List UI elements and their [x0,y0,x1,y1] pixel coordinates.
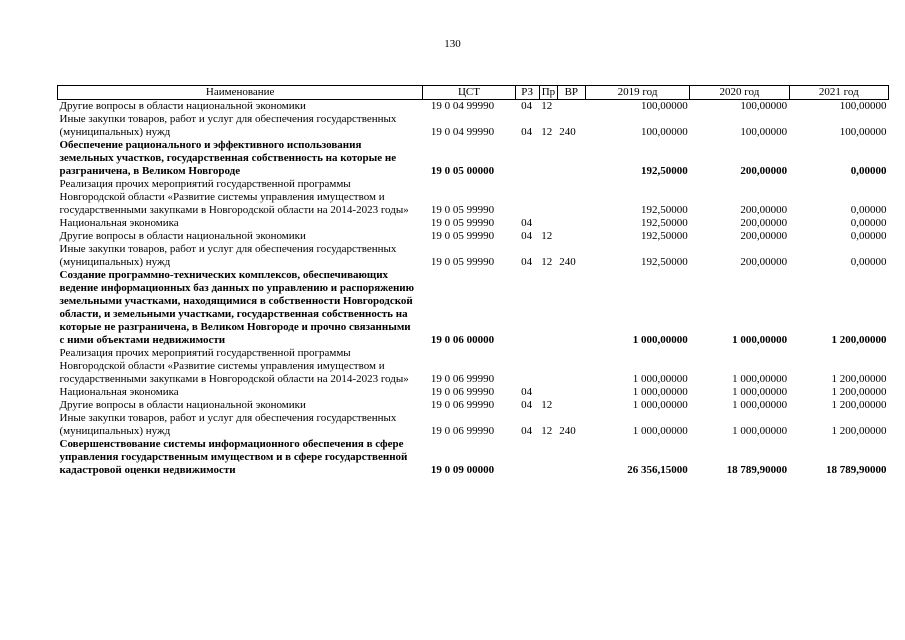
row-vr [557,230,585,243]
row-vr: 240 [559,126,576,138]
table-row [58,347,889,386]
header-pr: Пр [539,86,557,100]
row-cst: 19 0 09 00000 [430,464,495,476]
row-cst: 19 0 05 00000 [430,165,495,177]
row-2019: 1 000,00000 [632,399,688,411]
row-pr [539,178,557,217]
row-name: Другие вопросы в области национальной экономики [59,230,306,242]
row-pr [539,347,557,386]
row-vr: 240 [559,256,576,268]
row-pr [539,139,557,178]
row-2021: 0,00000 [850,204,887,216]
row-2019: 192,50000 [641,165,688,177]
row-pr: 12 [541,100,553,112]
row-cst: 19 0 06 00000 [430,334,495,346]
row-rz: 04 [521,386,533,398]
row-2019: 100,00000 [641,126,688,138]
row-rz: 04 [521,230,533,242]
row-pr [539,386,557,399]
row-2020: 1 000,00000 [732,386,788,398]
table-row-section [58,139,889,178]
table-row [58,243,889,269]
row-rz [515,438,539,477]
row-2021: 100,00000 [839,126,887,138]
row-vr [557,217,585,230]
row-name: Реализация прочих мероприятий государственной программы Новгородской области «Развитие системы управления имуществом и государственными закупками в Новгородской области на 2014-2023 годы» [59,347,409,385]
row-2021: 18 789,90000 [826,464,887,476]
row-2021: 1 200,00000 [831,386,887,398]
page-number: 130 [444,38,461,50]
row-2019: 1 000,00000 [632,373,688,385]
row-2019: 100,00000 [641,100,688,112]
row-vr [557,139,585,178]
row-name: Национальная экономика [59,386,179,398]
row-vr [557,438,585,477]
row-name: Иные закупки товаров, работ и услуг для обеспечения государственных (муниципальных) нужд [59,113,397,138]
row-pr: 12 [541,399,553,411]
row-2019: 1 000,00000 [632,386,688,398]
row-2020: 100,00000 [740,100,788,112]
row-pr: 12 [541,230,553,242]
header-2021: 2021 год [789,86,888,100]
header-cst: ЦСТ [423,86,515,100]
row-2019: 26 356,15000 [627,464,688,476]
row-pr [539,438,557,477]
row-cst: 19 0 06 99990 [430,373,495,385]
row-pr: 12 [541,425,553,437]
budget-table [57,85,889,477]
header-2019: 2019 год [585,86,689,100]
row-name: Обеспечение рационального и эффективного использования земельных участков, государственная собственность на которые не разграничена, в Великом Новгороде [59,139,397,177]
row-name: Другие вопросы в области национальной экономики [59,399,306,411]
row-cst: 19 0 04 99990 [430,100,495,112]
row-2021: 0,00000 [850,230,887,242]
row-2020: 200,00000 [740,165,788,177]
row-2020: 18 789,90000 [726,464,788,476]
row-pr [539,217,557,230]
row-2019: 192,50000 [641,256,688,268]
table-row-section [58,269,889,347]
row-2021: 1 200,00000 [831,373,887,385]
row-2020: 200,00000 [740,204,788,216]
row-2020: 1 000,00000 [732,425,788,437]
row-rz: 04 [521,399,533,411]
row-cst: 19 0 05 99990 [430,256,495,268]
row-2021: 100,00000 [839,100,887,112]
row-2021: 0,00000 [850,217,887,229]
table-header-row [58,86,889,100]
row-rz [515,178,539,217]
row-2019: 192,50000 [641,217,688,229]
header-vr: ВР [557,86,585,100]
row-cst: 19 0 05 99990 [430,204,495,216]
row-cst: 19 0 05 99990 [430,230,495,242]
row-2021: 1 200,00000 [831,425,887,437]
row-rz [515,347,539,386]
row-2020: 1 000,00000 [732,399,788,411]
row-cst: 19 0 06 99990 [430,425,495,437]
table-row [58,178,889,217]
row-vr: 240 [559,425,576,437]
header-name: Наименование [58,86,423,100]
row-rz: 04 [521,217,533,229]
row-cst: 19 0 06 99990 [430,386,495,398]
row-2021: 0,00000 [850,256,887,268]
row-2019: 1 000,00000 [632,425,688,437]
row-name: Создание программно-технических комплексов, обеспечивающих ведение информационных баз данных по управлению и распоряжению земельными участками, находящимися в собственности Новгородской области, и земельными участками, государственная собственность на которые не разграничена, в Великом Новгороде и прочно связанными с ними объектами недвижимости [59,269,415,346]
row-name: Другие вопросы в области национальной экономики [59,100,306,112]
row-2021: 1 200,00000 [831,399,887,411]
row-rz [515,139,539,178]
row-rz: 04 [521,126,533,138]
table-row [58,399,889,412]
row-2020: 1 000,00000 [732,373,788,385]
row-2020: 100,00000 [740,126,788,138]
table-row [58,230,889,243]
row-2019: 1 000,00000 [632,334,688,346]
header-2020: 2020 год [690,86,789,100]
row-2020: 200,00000 [740,217,788,229]
table-row-section [58,438,889,477]
row-2020: 1 000,00000 [732,334,788,346]
row-2019: 192,50000 [641,230,688,242]
row-name: Национальная экономика [59,217,179,229]
row-2019: 192,50000 [641,204,688,216]
row-pr: 12 [541,256,553,268]
row-2020: 200,00000 [740,230,788,242]
row-cst: 19 0 05 99990 [430,217,495,229]
header-rz: РЗ [515,86,539,100]
row-2021: 1 200,00000 [831,334,887,346]
row-2021: 0,00000 [850,165,887,177]
row-vr [557,178,585,217]
row-cst: 19 0 04 99990 [430,126,495,138]
row-name: Иные закупки товаров, работ и услуг для обеспечения государственных (муниципальных) нужд [59,243,397,268]
row-vr [557,269,585,347]
table-row [58,217,889,230]
row-vr [557,386,585,399]
row-vr [557,399,585,412]
row-rz [515,269,539,347]
table-row [58,100,889,114]
row-pr [539,269,557,347]
row-name: Реализация прочих мероприятий государственной программы Новгородской области «Развитие системы управления имуществом и государственными закупками в Новгородской области на 2014-2023 годы» [59,178,409,216]
row-pr: 12 [541,126,553,138]
table-row [58,386,889,399]
row-rz: 04 [521,256,533,268]
table-row [58,113,889,139]
row-name: Совершенствование системы информационного обеспечения в сфере управления государственным имуществом и в сфере государственной кадастровой оценки недвижимости [59,438,408,476]
row-rz: 04 [521,100,533,112]
row-rz: 04 [521,425,533,437]
row-vr [557,100,585,114]
table-row [58,412,889,438]
row-cst: 19 0 06 99990 [430,399,495,411]
row-name: Иные закупки товаров, работ и услуг для обеспечения государственных (муниципальных) нужд [59,412,397,437]
row-2020: 200,00000 [740,256,788,268]
row-vr [557,347,585,386]
